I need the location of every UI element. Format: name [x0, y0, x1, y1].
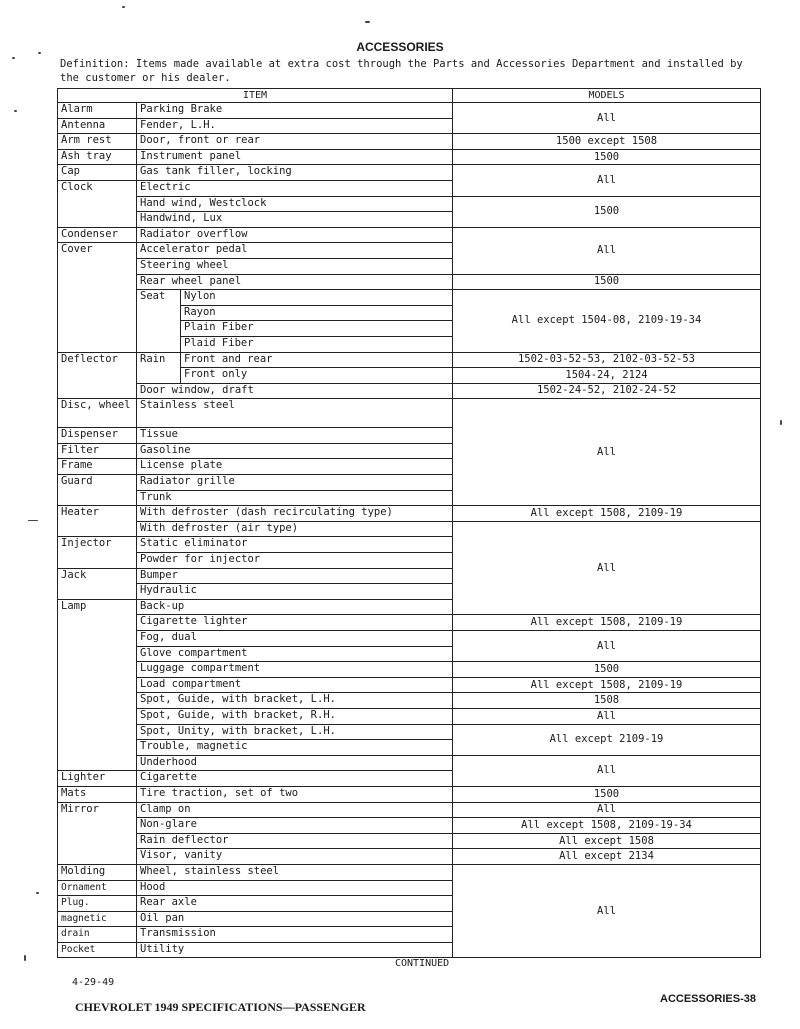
models-cell: All: [453, 864, 761, 958]
table-row: [58, 165, 761, 181]
page-date: 4-29-49: [72, 977, 115, 988]
models-cell: 1502-03-52-53, 2102-03-52-53: [453, 352, 761, 368]
models-cell: All except 1504-08, 2109-19-34: [453, 290, 761, 352]
models-cell: All: [453, 227, 761, 274]
models-cell: 1500: [453, 149, 761, 165]
scan-speck: [28, 520, 38, 521]
table-row: [58, 149, 761, 165]
scan-speck: [365, 21, 370, 23]
item-cell: Powder for injector: [137, 553, 453, 569]
item-cell: Accelerator pedal: [137, 243, 453, 259]
item-cell: Utility: [137, 942, 453, 958]
item-cell: Tissue: [137, 428, 453, 444]
table-header-row: [58, 89, 761, 103]
item-cell: With defroster (air type): [137, 521, 453, 537]
table-row: [58, 196, 761, 212]
item-cell: License plate: [137, 459, 453, 475]
item-cell: Antenna: [58, 118, 137, 134]
models-cell: All: [453, 521, 761, 615]
table-row: [58, 833, 761, 849]
table-row: [58, 849, 761, 865]
continued-label: CONTINUED: [395, 958, 450, 969]
models-cell: 1500: [453, 662, 761, 678]
item-cell: Load compartment: [137, 677, 453, 693]
item-cell: Front only: [181, 368, 453, 384]
models-cell: All: [453, 399, 761, 506]
models-cell: All except 1508: [453, 833, 761, 849]
item-cell: Molding: [58, 864, 137, 880]
item-cell: Alarm: [58, 103, 137, 119]
item-cell: Gas tank filler, locking: [137, 165, 453, 181]
table-row: [58, 103, 761, 119]
models-cell: All except 2134: [453, 849, 761, 865]
table-row: [58, 274, 761, 290]
models-cell: All except 1508, 2109-19: [453, 677, 761, 693]
item-cell: Spot, Guide, with bracket, L.H.: [137, 693, 453, 709]
table-row: [58, 802, 761, 818]
item-cell: drain: [58, 927, 137, 943]
table-row: [58, 724, 761, 740]
item-cell: Gasoline: [137, 443, 453, 459]
item-cell: Trunk: [137, 490, 453, 506]
scan-speck: [780, 420, 782, 425]
item-cell: Injector: [58, 537, 137, 568]
table-row: [58, 755, 761, 771]
item-cell: Mats: [58, 786, 137, 802]
scan-speck: [36, 892, 39, 894]
table-row: [58, 506, 761, 522]
table-row: [58, 662, 761, 678]
item-cell: Ornament: [58, 880, 137, 896]
item-cell: Plain Fiber: [181, 321, 453, 337]
models-cell: All: [453, 755, 761, 786]
models-cell: 1500: [453, 196, 761, 227]
models-cell: All: [453, 165, 761, 196]
item-cell: Steering wheel: [137, 258, 453, 274]
scan-speck: [24, 955, 26, 961]
table-row: [58, 615, 761, 631]
item-cell: Rain deflector: [137, 833, 453, 849]
item-cell: Spot, Unity, with bracket, L.H.: [137, 724, 453, 740]
item-cell: Cigarette lighter: [137, 615, 453, 631]
item-cell: magnetic: [58, 911, 137, 927]
item-header: ITEM: [58, 89, 453, 103]
item-cell: Radiator grille: [137, 475, 453, 491]
item-cell: Instrument panel: [137, 149, 453, 165]
item-cell: Condenser: [58, 227, 137, 243]
item-cell: Filter: [58, 443, 137, 459]
models-cell: All except 1508, 2109-19-34: [453, 818, 761, 834]
item-cell: Cover: [58, 243, 137, 352]
table-row: [58, 290, 761, 306]
models-cell: All except 1508, 2109-19: [453, 506, 761, 522]
item-cell: Seat: [137, 290, 181, 352]
item-cell: Ash tray: [58, 149, 137, 165]
item-cell: Hand wind, Westclock: [137, 196, 453, 212]
models-cell: 1502-24-52, 2102-24-52: [453, 383, 761, 399]
scan-speck: [12, 57, 15, 59]
definition-text: Definition: Items made available at extra cost through the Parts and Accessories Department and installed by the customer or his dealer.: [60, 58, 743, 84]
models-cell: 1500: [453, 786, 761, 802]
models-cell: All: [453, 802, 761, 818]
item-cell: Clock: [58, 180, 137, 227]
table-row: [58, 383, 761, 399]
item-cell: Rear wheel panel: [137, 274, 453, 290]
item-cell: Deflector: [58, 352, 137, 399]
item-cell: Frame: [58, 459, 137, 475]
item-cell: Door, front or rear: [137, 134, 453, 150]
item-cell: Plaid Fiber: [181, 336, 453, 352]
footer-publication-title: CHEVROLET 1949 SPECIFICATIONS—PASSENGER: [75, 1000, 366, 1014]
models-header: MODELS: [453, 89, 761, 103]
item-cell: With defroster (dash recirculating type): [137, 506, 453, 522]
models-cell: All: [453, 103, 761, 134]
item-cell: Cap: [58, 165, 137, 181]
item-cell: Mirror: [58, 802, 137, 864]
item-cell: Luggage compartment: [137, 662, 453, 678]
models-cell: 1504-24, 2124: [453, 368, 761, 384]
table-row: [58, 521, 761, 537]
table-row: [58, 134, 761, 150]
item-cell: Lighter: [58, 771, 137, 787]
item-cell: Disc, wheel: [58, 399, 137, 428]
table-row: [58, 631, 761, 647]
scan-speck: [38, 52, 41, 54]
item-cell: Rain: [137, 352, 181, 383]
item-cell: Jack: [58, 568, 137, 599]
item-cell: Handwind, Lux: [137, 212, 453, 228]
item-cell: Visor, vanity: [137, 849, 453, 865]
item-cell: Electric: [137, 180, 453, 196]
item-cell: Door window, draft: [137, 383, 453, 399]
accessories-table: [57, 88, 761, 958]
item-cell: Oil pan: [137, 911, 453, 927]
models-cell: 1500 except 1508: [453, 134, 761, 150]
item-cell: Fender, L.H.: [137, 118, 453, 134]
item-cell: Guard: [58, 475, 137, 506]
item-cell: Bumper: [137, 568, 453, 584]
item-cell: Nylon: [181, 290, 453, 306]
table-row: [58, 677, 761, 693]
item-cell: Stainless steel: [137, 399, 453, 428]
item-cell: Hood: [137, 880, 453, 896]
models-cell: All: [453, 708, 761, 724]
table-row: [58, 399, 761, 428]
item-cell: Pocket: [58, 942, 137, 958]
table-row: [58, 818, 761, 834]
models-cell: 1500: [453, 274, 761, 290]
item-cell: Arm rest: [58, 134, 137, 150]
table-row: [58, 786, 761, 802]
item-cell: Dispenser: [58, 428, 137, 444]
item-cell: Tire traction, set of two: [137, 786, 453, 802]
models-cell: All except 1508, 2109-19: [453, 615, 761, 631]
models-cell: All: [453, 631, 761, 662]
item-cell: Hydraulic: [137, 584, 453, 600]
models-cell: 1508: [453, 693, 761, 709]
item-cell: Back-up: [137, 599, 453, 615]
item-cell: Glove compartment: [137, 646, 453, 662]
footer-page-label: ACCESSORIES-38: [660, 993, 756, 1005]
scan-speck: [14, 110, 17, 112]
item-cell: Spot, Guide, with bracket, R.H.: [137, 708, 453, 724]
item-cell: Rear axle: [137, 896, 453, 912]
scan-speck: [122, 6, 125, 8]
table-row: [58, 693, 761, 709]
item-cell: Rayon: [181, 305, 453, 321]
table-row: [58, 708, 761, 724]
item-cell: Parking Brake: [137, 103, 453, 119]
item-cell: Radiator overflow: [137, 227, 453, 243]
table-row: [58, 864, 761, 880]
item-cell: Clamp on: [137, 802, 453, 818]
item-cell: Wheel, stainless steel: [137, 864, 453, 880]
item-cell: Transmission: [137, 927, 453, 943]
item-cell: Cigarette: [137, 771, 453, 787]
item-cell: Non-glare: [137, 818, 453, 834]
item-cell: Heater: [58, 506, 137, 537]
item-cell: Underhood: [137, 755, 453, 771]
item-cell: Front and rear: [181, 352, 453, 368]
item-cell: Lamp: [58, 599, 137, 771]
page-title: ACCESSORIES: [356, 40, 444, 54]
item-cell: Fog, dual: [137, 631, 453, 647]
item-cell: Plug.: [58, 896, 137, 912]
item-cell: Trouble, magnetic: [137, 740, 453, 756]
table-row: [58, 352, 761, 368]
models-cell: All except 2109-19: [453, 724, 761, 755]
item-cell: Static eliminator: [137, 537, 453, 553]
table-row: [58, 227, 761, 243]
